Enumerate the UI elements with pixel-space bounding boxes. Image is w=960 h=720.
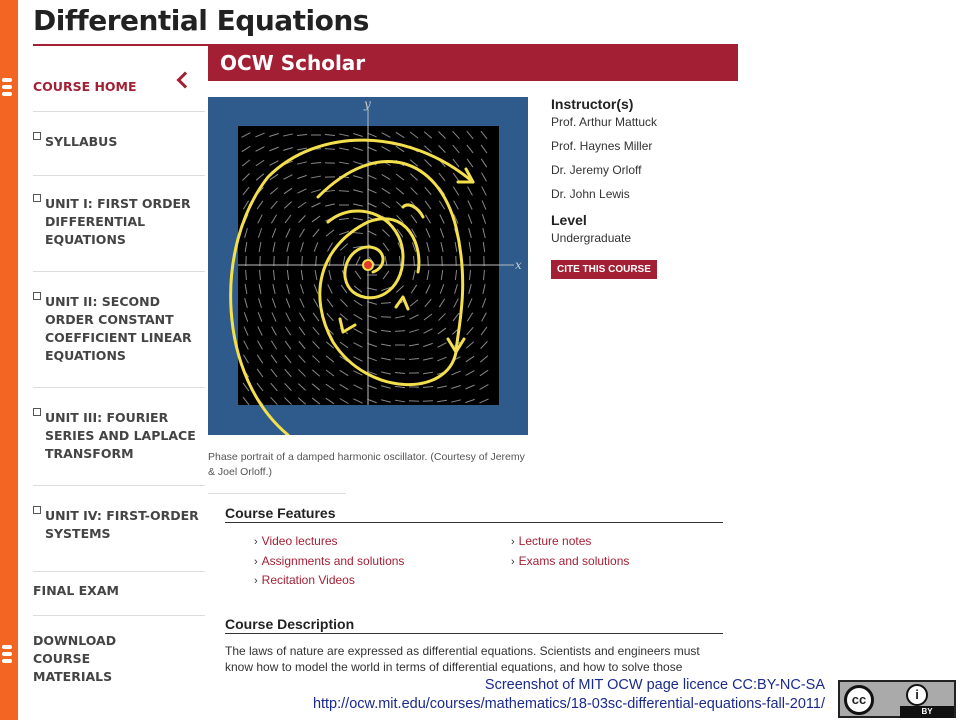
chevron-right-icon: › xyxy=(511,536,515,548)
sidebar-item-unit-4[interactable] xyxy=(33,486,205,572)
ocw-scholar-banner: OCW Scholar xyxy=(208,45,738,81)
feature-link-label: Recitation Videos xyxy=(261,573,355,587)
level-value: Undergraduate xyxy=(551,231,632,245)
person-icon: i xyxy=(906,684,928,706)
x-axis-label: x xyxy=(515,258,522,272)
sidebar-item-unit-1[interactable] xyxy=(33,176,205,272)
cite-course-button[interactable]: CITE THIS COURSE xyxy=(551,260,657,279)
sidebar-item-unit-3[interactable] xyxy=(33,388,205,486)
figure-caption: Phase portrait of a damped harmonic oscillator. (Courtesy of Jeremy & Joel Orloff.) xyxy=(208,451,525,478)
description-heading: Course Description xyxy=(225,616,355,632)
sidebar-item-course-home[interactable] xyxy=(33,60,205,112)
menu-grip-icon xyxy=(2,78,12,104)
cc-logo-icon: cc xyxy=(844,685,874,715)
licence-url[interactable]: http://ocw.mit.edu/courses/mathematics/18-03sc-differential-equations-fall-2011/ xyxy=(312,696,825,712)
menu-grip-icon xyxy=(2,645,12,671)
sidebar-item-label: COURSE HOME xyxy=(33,79,137,94)
vector-field-arrow xyxy=(381,317,391,318)
sidebar-item-label: UNIT II: SECOND ORDER CONSTANT COEFFICIENT LINEAR EQUATIONS xyxy=(45,294,192,363)
feature-link-lecture-notes[interactable] xyxy=(511,534,591,548)
sidebar-item-label: FINAL EXAM xyxy=(33,583,119,598)
feature-link-assignments[interactable] xyxy=(254,554,404,568)
expand-icon xyxy=(33,194,41,202)
course-title: Differential Equations xyxy=(33,4,369,37)
vector-field-arrow xyxy=(409,401,419,402)
licence-line: Screenshot of MIT OCW page licence CC:BY-NC-SA xyxy=(484,677,825,693)
equilibrium-point xyxy=(363,260,373,270)
feature-link-label: Exams and solutions xyxy=(518,554,630,568)
sidebar-item-unit-2[interactable] xyxy=(33,272,205,388)
cc-license-badge xyxy=(838,680,956,718)
sidebar-item-label: UNIT IV: FIRST-ORDER SYSTEMS xyxy=(45,508,199,541)
level-block xyxy=(551,212,631,255)
feature-link-video-lectures[interactable] xyxy=(254,534,338,548)
chevron-right-icon: › xyxy=(254,575,258,587)
vector-field-arrow xyxy=(395,359,405,360)
level-heading: Level xyxy=(551,212,587,228)
vector-field-arrow xyxy=(302,256,303,266)
sidebar-item-label: SYLLABUS xyxy=(45,134,118,149)
course-description-text: The laws of nature are expressed as differential equations. Scientists and engineers must know how to model the world in terms of differential equations, and how to solve those xyxy=(225,644,700,673)
y-axis-label: y xyxy=(364,97,371,111)
feature-link-recitation-videos[interactable] xyxy=(254,573,355,587)
sidebar-item-download[interactable] xyxy=(33,616,173,684)
features-divider xyxy=(225,522,723,523)
feature-link-label: Assignments and solutions xyxy=(261,554,405,568)
vector-field-arrow xyxy=(288,256,289,266)
sidebar-item-label: UNIT I: FIRST ORDER DIFFERENTIAL EQUATIONS xyxy=(45,196,191,247)
chevron-left-icon[interactable] xyxy=(177,72,194,89)
instructor-name: Prof. Arthur Mattuck xyxy=(551,115,658,129)
instructor-name: Dr. Jeremy Orloff xyxy=(551,163,642,177)
chevron-right-icon: › xyxy=(254,556,258,568)
by-label: BY xyxy=(900,706,954,718)
instructor-name: Prof. Haynes Miller xyxy=(551,139,653,153)
vector-field-arrow xyxy=(428,256,429,266)
expand-icon xyxy=(33,132,41,140)
sidebar-item-syllabus[interactable] xyxy=(33,112,205,176)
chevron-right-icon: › xyxy=(254,536,258,548)
feature-link-exams[interactable] xyxy=(511,554,629,568)
feature-link-label: Lecture notes xyxy=(518,534,592,548)
chevron-right-icon: › xyxy=(511,556,515,568)
instructors-block xyxy=(551,96,731,211)
vector-field-arrow xyxy=(442,256,443,266)
sidebar-item-final-exam[interactable] xyxy=(33,572,205,616)
expand-icon xyxy=(33,292,41,300)
expand-icon xyxy=(33,506,41,514)
instructor-name: Dr. John Lewis xyxy=(551,187,630,201)
instructors-heading: Instructor(s) xyxy=(551,96,634,112)
features-heading: Course Features xyxy=(225,505,336,521)
sidebar-item-label: UNIT III: FOURIER SERIES AND LAPLACE TRANSFORM xyxy=(45,410,196,461)
licence-caption xyxy=(313,676,825,714)
description-divider xyxy=(225,633,723,634)
expand-icon xyxy=(33,408,41,416)
section-frame xyxy=(208,493,346,494)
feature-link-label: Video lectures xyxy=(261,534,338,548)
phase-portrait-svg xyxy=(208,97,528,435)
slide-left-accent-bar xyxy=(0,0,18,720)
sidebar-item-label: DOWNLOAD COURSE MATERIALS xyxy=(33,633,117,684)
phase-portrait-figure xyxy=(208,97,528,435)
